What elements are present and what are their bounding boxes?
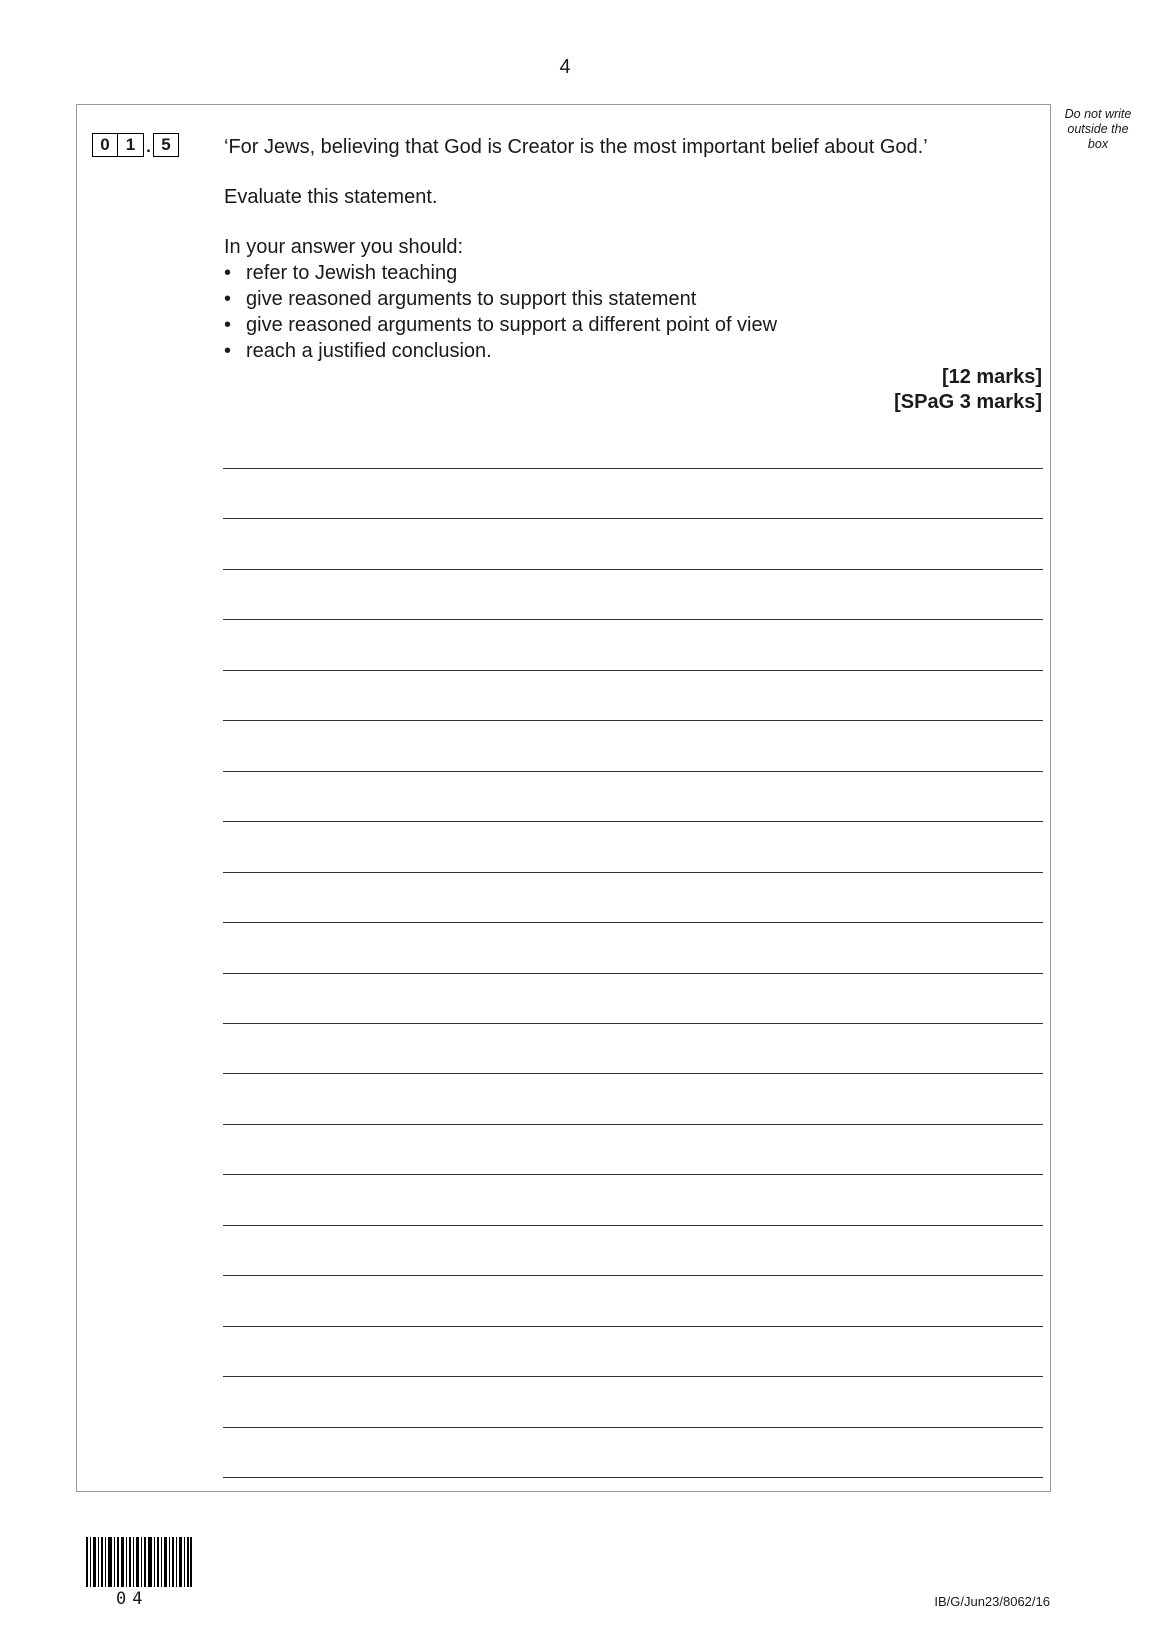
answer-line <box>223 720 1043 721</box>
answer-guidance-intro: In your answer you should: <box>224 236 464 258</box>
margin-note-line: outside the <box>1067 122 1129 136</box>
question-number-digit: 1 <box>118 133 144 157</box>
spag-marks: [SPaG 3 marks] <box>894 391 1042 413</box>
answer-line <box>223 1427 1043 1428</box>
list-item-text: give reasoned arguments to support this statement <box>246 288 697 310</box>
marks-allocation <box>224 365 1042 415</box>
question-statement: ‘For Jews, believing that God is Creator is the most important belief about God.’ <box>224 136 928 158</box>
answer-line <box>223 468 1043 469</box>
answer-line <box>223 973 1043 974</box>
margin-note-line: box <box>1087 137 1109 151</box>
question-number-separator: . <box>146 137 151 156</box>
page-number: 4 <box>559 56 571 78</box>
answer-line <box>223 1376 1043 1377</box>
list-item-text: give reasoned arguments to support a different point of view <box>246 314 778 336</box>
list-item-text: reach a justified conclusion. <box>246 340 492 362</box>
bullet-icon: • <box>224 288 232 310</box>
answer-line <box>223 1225 1043 1226</box>
answer-line <box>223 872 1043 873</box>
bullet-icon: • <box>224 262 232 284</box>
answer-line <box>223 670 1043 671</box>
question-number <box>92 133 179 157</box>
barcode-number: 04 <box>116 1589 149 1609</box>
answer-line <box>223 1326 1043 1327</box>
list-item <box>224 286 1042 312</box>
document-reference: IB/G/Jun23/8062/16 <box>934 1594 1050 1609</box>
answer-line <box>223 619 1043 620</box>
answer-line <box>223 1477 1043 1478</box>
question-content <box>224 133 1042 415</box>
marks-total: [12 marks] <box>941 366 1042 388</box>
bullet-icon: • <box>224 314 232 336</box>
margin-note-line: Do not write <box>1064 107 1132 121</box>
answer-line <box>223 1124 1043 1125</box>
answer-line <box>223 771 1043 772</box>
answer-line <box>223 1023 1043 1024</box>
question-number-digit: 0 <box>92 133 118 157</box>
answer-line <box>223 569 1043 570</box>
margin-note <box>1058 107 1138 152</box>
list-item-text: refer to Jewish teaching <box>246 262 458 284</box>
list-item <box>224 312 1042 338</box>
list-item <box>224 260 1042 286</box>
list-item <box>224 338 1042 364</box>
answer-guidance-list <box>224 260 1042 364</box>
bullet-icon: • <box>224 340 232 362</box>
answer-line <box>223 518 1043 519</box>
answer-line <box>223 922 1043 923</box>
barcode <box>86 1537 192 1587</box>
answer-line <box>223 821 1043 822</box>
answer-line <box>223 1275 1043 1276</box>
answer-line <box>223 1174 1043 1175</box>
question-instruction: Evaluate this statement. <box>224 186 438 208</box>
question-number-part: 5 <box>153 133 179 157</box>
answer-line <box>223 1073 1043 1074</box>
